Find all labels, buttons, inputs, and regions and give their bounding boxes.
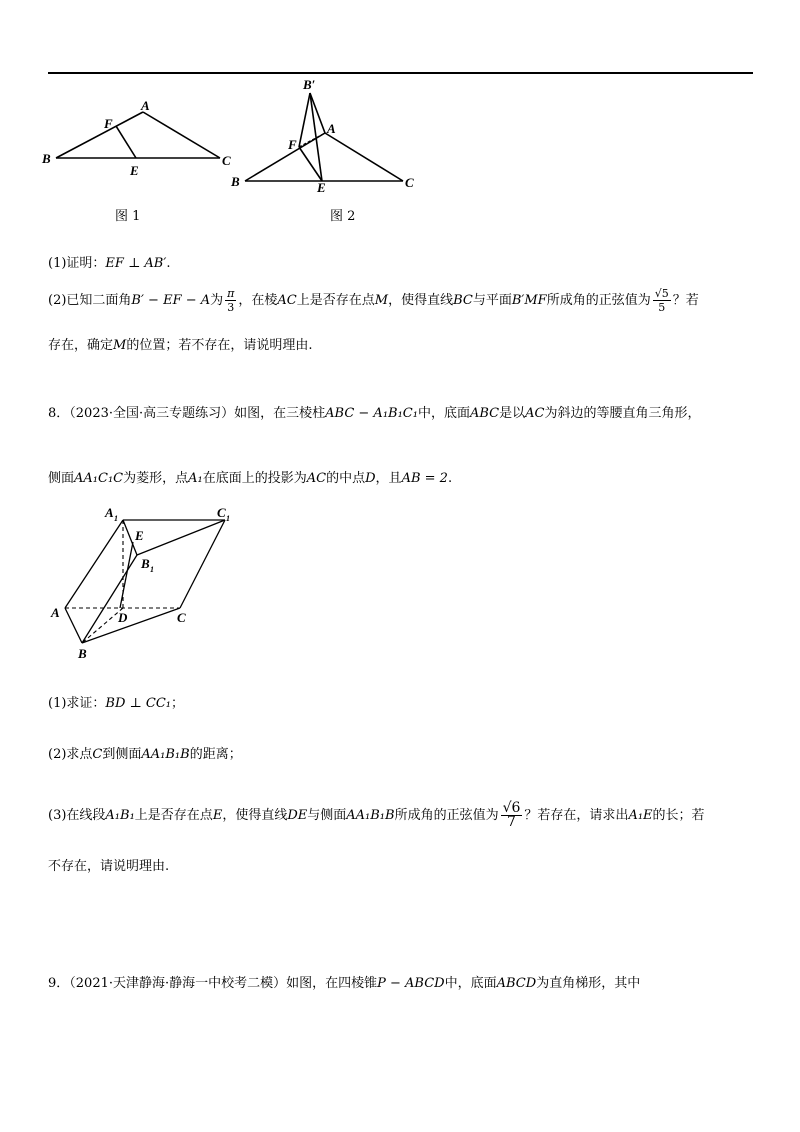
q9-line1: 9．（2021·天津静海·静海一中校考二模）如图，在四棱锥P − ABCD中，底面ABCD为直角梯形，其中 <box>48 976 641 991</box>
fig2-label-bprime: B′ <box>303 77 316 92</box>
fig3-edge-c1c <box>180 520 225 608</box>
q8-subquestion-3: (3)在线段A₁B₁上是否存在点E，使得直线DE与侧面AA₁B₁B所成角的正弦值为 $\frac{√6}{7}$ ？若存在，请求出A₁E的长；若 <box>48 800 705 830</box>
fig2-edge-ac <box>325 133 403 181</box>
q8-line1: 8．（2023·全国·高三专题练习）如图，在三棱柱ABC − A₁B₁C₁中，底面ABC是以AC为斜边的等腰直角三角形， <box>48 406 701 421</box>
fig1-label-f: F <box>104 116 113 131</box>
fig3-label-e: E <box>135 528 144 543</box>
fraction-sqrt5-over-5: $\frac{√5}{5}$ <box>654 287 669 314</box>
q8-line2: 侧面AA₁C₁C为菱形，点A₁在底面上的投影为AC的中点D，且AB = 2. <box>48 471 453 486</box>
fig3-edge-ab <box>65 608 82 643</box>
fig3-label-a1-sub: 1 <box>114 514 118 523</box>
figure-1-caption: 图 1 <box>115 209 141 224</box>
fig3-edge-b1c1 <box>137 520 225 555</box>
fig2-label-e: E <box>317 180 326 195</box>
fig3-edge-bc <box>82 608 180 643</box>
q8-subquestion-1: (1)求证：BD ⊥ CC₁； <box>48 696 185 711</box>
fig1-label-c: C <box>222 153 231 168</box>
fig3-label-a: A <box>51 605 60 620</box>
fig3-edge-a1a <box>65 520 123 608</box>
fig2-label-c: C <box>405 175 414 190</box>
q8-subquestion-2: (2)求点C到侧面AA₁B₁B的距离； <box>48 747 242 762</box>
fig1-label-a: A <box>141 98 150 113</box>
fig3-label-d: D <box>118 610 128 625</box>
top-rule <box>48 72 753 74</box>
fig2-label-b: B <box>231 174 240 189</box>
fraction-sqrt6-over-7: $\frac{√6}{7}$ <box>502 800 521 830</box>
fig1-label-b: B <box>42 151 51 166</box>
fig1-edge-fe <box>116 126 136 158</box>
q7-part1: (1)证明：EF ⊥ AB′. <box>48 256 171 271</box>
figure-3-prism <box>45 500 245 665</box>
fig2-edge-bpe <box>310 93 322 181</box>
figure-1 <box>40 95 240 185</box>
figure-2-caption: 图 2 <box>330 209 356 224</box>
fraction-pi-over-3: $\frac{\pi}{3}$ <box>227 287 235 314</box>
fig3-label-b: B <box>78 646 87 661</box>
fig1-label-e: E <box>130 163 139 178</box>
fig2-edge-ba <box>245 133 325 181</box>
q7-part2-continued: 存在，确定M的位置；若不存在，请说明理由. <box>48 338 313 353</box>
fig3-label-c1-sub: 1 <box>226 514 230 523</box>
fig3-label-c: C <box>177 610 186 625</box>
fig3-label-b1: B <box>141 556 150 571</box>
fig3-edge-db-dashed <box>82 608 123 643</box>
fig3-label-b1-sub: 1 <box>150 565 154 574</box>
fig3-edge-b1b <box>82 555 137 643</box>
q7-part2: (2)已知二面角B′ − EF − A为 $\frac{\pi}{3}$ ，在棱AC上是否存在点M，使得直线BC与平面B′MF所成角的正弦值为 $\frac{√5}{5}$ ？若 <box>48 287 699 314</box>
figure-2 <box>225 75 425 195</box>
fig3-label-a1: A <box>105 505 114 520</box>
fig2-label-f: F <box>288 137 297 152</box>
fig1-edge-ba <box>56 112 143 158</box>
fig1-edge-ac <box>143 112 220 158</box>
q8-subquestion-3-continued: 不存在，请说明理由. <box>48 859 170 874</box>
fig2-edge-bpf <box>299 93 310 147</box>
fig3-label-c1: C <box>217 505 226 520</box>
fig2-label-a: A <box>327 121 336 136</box>
fig3-edge-ed <box>120 542 133 608</box>
